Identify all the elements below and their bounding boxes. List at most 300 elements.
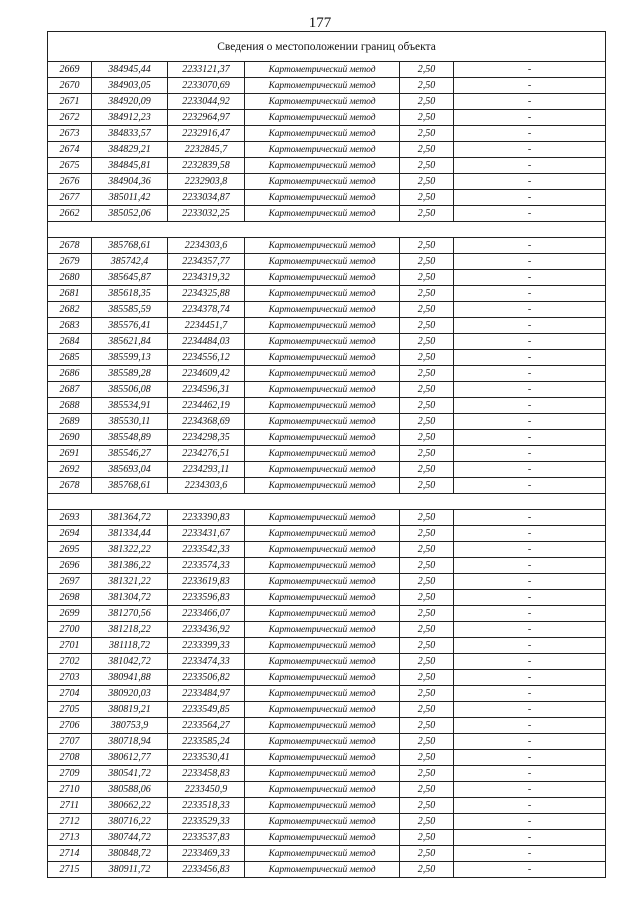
point-number-cell: 2669 [48, 62, 92, 78]
description-cell: - [454, 414, 606, 430]
method-cell: Картометрический метод [245, 734, 400, 750]
description-cell: - [454, 318, 606, 334]
x-coordinate-cell: 381322,22 [92, 542, 168, 558]
x-coordinate-cell: 384903,05 [92, 78, 168, 94]
table-row [48, 366, 606, 382]
point-number-cell: 2672 [48, 110, 92, 126]
y-coordinate-cell: 2232964,97 [168, 110, 245, 126]
x-coordinate-cell: 385576,41 [92, 318, 168, 334]
description-cell: - [454, 830, 606, 846]
point-number-cell: 2673 [48, 126, 92, 142]
description-cell: - [454, 574, 606, 590]
y-coordinate-cell: 2232916,47 [168, 126, 245, 142]
table-row [48, 558, 606, 574]
y-coordinate-cell: 2234357,77 [168, 254, 245, 270]
y-coordinate-cell: 2234303,6 [168, 478, 245, 494]
x-coordinate-cell: 385585,59 [92, 302, 168, 318]
x-coordinate-cell: 380911,72 [92, 862, 168, 878]
x-coordinate-cell: 384845,81 [92, 158, 168, 174]
description-cell: - [454, 174, 606, 190]
accuracy-cell: 2,50 [400, 574, 454, 590]
x-coordinate-cell: 380941,88 [92, 670, 168, 686]
table-title: Сведения о местоположении границ объекта [48, 32, 606, 62]
description-cell: - [454, 190, 606, 206]
y-coordinate-cell: 2233537,83 [168, 830, 245, 846]
group-separator [48, 222, 606, 238]
table-row [48, 302, 606, 318]
description-cell: - [454, 798, 606, 814]
y-coordinate-cell: 2234596,31 [168, 382, 245, 398]
x-coordinate-cell: 381321,22 [92, 574, 168, 590]
description-cell: - [454, 542, 606, 558]
description-cell: - [454, 302, 606, 318]
table-row [48, 126, 606, 142]
y-coordinate-cell: 2234325,88 [168, 286, 245, 302]
description-cell: - [454, 158, 606, 174]
table-row [48, 638, 606, 654]
y-coordinate-cell: 2232839,58 [168, 158, 245, 174]
accuracy-cell: 2,50 [400, 734, 454, 750]
point-number-cell: 2692 [48, 462, 92, 478]
y-coordinate-cell: 2234298,35 [168, 430, 245, 446]
y-coordinate-cell: 2233399,33 [168, 638, 245, 654]
description-cell: - [454, 126, 606, 142]
description-cell: - [454, 382, 606, 398]
accuracy-cell: 2,50 [400, 606, 454, 622]
y-coordinate-cell: 2234462,19 [168, 398, 245, 414]
table-row [48, 686, 606, 702]
y-coordinate-cell: 2233518,33 [168, 798, 245, 814]
x-coordinate-cell: 385546,27 [92, 446, 168, 462]
table-row [48, 462, 606, 478]
description-cell: - [454, 110, 606, 126]
x-coordinate-cell: 385052,06 [92, 206, 168, 222]
table-row [48, 718, 606, 734]
method-cell: Картометрический метод [245, 206, 400, 222]
y-coordinate-cell: 2233458,83 [168, 766, 245, 782]
y-coordinate-cell: 2234556,12 [168, 350, 245, 366]
table-row [48, 142, 606, 158]
y-coordinate-cell: 2233564,27 [168, 718, 245, 734]
y-coordinate-cell: 2234451,7 [168, 318, 245, 334]
method-cell: Картометрический метод [245, 766, 400, 782]
y-coordinate-cell: 2233121,37 [168, 62, 245, 78]
description-cell: - [454, 270, 606, 286]
x-coordinate-cell: 381334,44 [92, 526, 168, 542]
point-number-cell: 2693 [48, 510, 92, 526]
description-cell: - [454, 734, 606, 750]
method-cell: Картометрический метод [245, 830, 400, 846]
accuracy-cell: 2,50 [400, 398, 454, 414]
point-number-cell: 2682 [48, 302, 92, 318]
point-number-cell: 2680 [48, 270, 92, 286]
method-cell: Картометрический метод [245, 798, 400, 814]
boundary-table-container [47, 31, 605, 878]
x-coordinate-cell: 384945,44 [92, 62, 168, 78]
point-number-cell: 2676 [48, 174, 92, 190]
y-coordinate-cell: 2233542,33 [168, 542, 245, 558]
x-coordinate-cell: 380920,03 [92, 686, 168, 702]
method-cell: Картометрический метод [245, 430, 400, 446]
method-cell: Картометрический метод [245, 510, 400, 526]
method-cell: Картометрический метод [245, 526, 400, 542]
method-cell: Картометрический метод [245, 446, 400, 462]
accuracy-cell: 2,50 [400, 510, 454, 526]
point-number-cell: 2709 [48, 766, 92, 782]
point-number-cell: 2705 [48, 702, 92, 718]
method-cell: Картометрический метод [245, 238, 400, 254]
table-row [48, 334, 606, 350]
y-coordinate-cell: 2233456,83 [168, 862, 245, 878]
table-row [48, 238, 606, 254]
x-coordinate-cell: 384829,21 [92, 142, 168, 158]
description-cell: - [454, 862, 606, 878]
x-coordinate-cell: 380718,94 [92, 734, 168, 750]
description-cell: - [454, 478, 606, 494]
table-row [48, 510, 606, 526]
table-row [48, 670, 606, 686]
x-coordinate-cell: 384912,23 [92, 110, 168, 126]
method-cell: Картометрический метод [245, 110, 400, 126]
accuracy-cell: 2,50 [400, 830, 454, 846]
point-number-cell: 2689 [48, 414, 92, 430]
point-number-cell: 2714 [48, 846, 92, 862]
description-cell: - [454, 622, 606, 638]
accuracy-cell: 2,50 [400, 638, 454, 654]
y-coordinate-cell: 2233506,82 [168, 670, 245, 686]
point-number-cell: 2685 [48, 350, 92, 366]
table-row [48, 798, 606, 814]
x-coordinate-cell: 385011,42 [92, 190, 168, 206]
accuracy-cell: 2,50 [400, 750, 454, 766]
y-coordinate-cell: 2234368,69 [168, 414, 245, 430]
group-separator-row [48, 222, 606, 238]
x-coordinate-cell: 385693,04 [92, 462, 168, 478]
table-row [48, 862, 606, 878]
x-coordinate-cell: 381270,56 [92, 606, 168, 622]
method-cell: Картометрический метод [245, 382, 400, 398]
table-row [48, 654, 606, 670]
y-coordinate-cell: 2233436,92 [168, 622, 245, 638]
method-cell: Картометрический метод [245, 366, 400, 382]
point-number-cell: 2683 [48, 318, 92, 334]
accuracy-cell: 2,50 [400, 206, 454, 222]
method-cell: Картометрический метод [245, 142, 400, 158]
y-coordinate-cell: 2233529,33 [168, 814, 245, 830]
accuracy-cell: 2,50 [400, 270, 454, 286]
accuracy-cell: 2,50 [400, 254, 454, 270]
x-coordinate-cell: 380588,06 [92, 782, 168, 798]
accuracy-cell: 2,50 [400, 174, 454, 190]
accuracy-cell: 2,50 [400, 350, 454, 366]
y-coordinate-cell: 2234293,11 [168, 462, 245, 478]
description-cell: - [454, 846, 606, 862]
x-coordinate-cell: 380819,21 [92, 702, 168, 718]
point-number-cell: 2710 [48, 782, 92, 798]
table-row [48, 350, 606, 366]
point-number-cell: 2697 [48, 574, 92, 590]
accuracy-cell: 2,50 [400, 782, 454, 798]
description-cell: - [454, 254, 606, 270]
table-row [48, 206, 606, 222]
method-cell: Картометрический метод [245, 862, 400, 878]
description-cell: - [454, 510, 606, 526]
x-coordinate-cell: 381364,72 [92, 510, 168, 526]
table-row [48, 590, 606, 606]
accuracy-cell: 2,50 [400, 430, 454, 446]
table-row [48, 750, 606, 766]
accuracy-cell: 2,50 [400, 670, 454, 686]
x-coordinate-cell: 381042,72 [92, 654, 168, 670]
method-cell: Картометрический метод [245, 782, 400, 798]
y-coordinate-cell: 2233530,41 [168, 750, 245, 766]
x-coordinate-cell: 380848,72 [92, 846, 168, 862]
table-row [48, 846, 606, 862]
x-coordinate-cell: 385618,35 [92, 286, 168, 302]
accuracy-cell: 2,50 [400, 686, 454, 702]
x-coordinate-cell: 380716,22 [92, 814, 168, 830]
point-number-cell: 2686 [48, 366, 92, 382]
x-coordinate-cell: 385768,61 [92, 478, 168, 494]
x-coordinate-cell: 385548,89 [92, 430, 168, 446]
point-number-cell: 2678 [48, 238, 92, 254]
y-coordinate-cell: 2233484,97 [168, 686, 245, 702]
x-coordinate-cell: 384904,36 [92, 174, 168, 190]
method-cell: Картометрический метод [245, 270, 400, 286]
description-cell: - [454, 62, 606, 78]
x-coordinate-cell: 381218,22 [92, 622, 168, 638]
x-coordinate-cell: 380612,77 [92, 750, 168, 766]
method-cell: Картометрический метод [245, 62, 400, 78]
accuracy-cell: 2,50 [400, 526, 454, 542]
y-coordinate-cell: 2233619,83 [168, 574, 245, 590]
description-cell: - [454, 638, 606, 654]
point-number-cell: 2704 [48, 686, 92, 702]
y-coordinate-cell: 2232845,7 [168, 142, 245, 158]
x-coordinate-cell: 381386,22 [92, 558, 168, 574]
accuracy-cell: 2,50 [400, 702, 454, 718]
table-row [48, 78, 606, 94]
description-cell: - [454, 334, 606, 350]
y-coordinate-cell: 2233032,25 [168, 206, 245, 222]
method-cell: Картометрический метод [245, 542, 400, 558]
accuracy-cell: 2,50 [400, 446, 454, 462]
accuracy-cell: 2,50 [400, 846, 454, 862]
point-number-cell: 2707 [48, 734, 92, 750]
x-coordinate-cell: 380744,72 [92, 830, 168, 846]
table-row [48, 526, 606, 542]
method-cell: Картометрический метод [245, 814, 400, 830]
description-cell: - [454, 702, 606, 718]
method-cell: Картометрический метод [245, 174, 400, 190]
method-cell: Картометрический метод [245, 254, 400, 270]
description-cell: - [454, 814, 606, 830]
method-cell: Картометрический метод [245, 126, 400, 142]
method-cell: Картометрический метод [245, 334, 400, 350]
description-cell: - [454, 558, 606, 574]
description-cell: - [454, 350, 606, 366]
description-cell: - [454, 430, 606, 446]
accuracy-cell: 2,50 [400, 654, 454, 670]
accuracy-cell: 2,50 [400, 78, 454, 94]
accuracy-cell: 2,50 [400, 94, 454, 110]
table-row [48, 622, 606, 638]
description-cell: - [454, 446, 606, 462]
point-number-cell: 2679 [48, 254, 92, 270]
accuracy-cell: 2,50 [400, 478, 454, 494]
accuracy-cell: 2,50 [400, 334, 454, 350]
accuracy-cell: 2,50 [400, 286, 454, 302]
table-body [48, 32, 606, 878]
point-number-cell: 2701 [48, 638, 92, 654]
x-coordinate-cell: 380662,22 [92, 798, 168, 814]
method-cell: Картометрический метод [245, 670, 400, 686]
y-coordinate-cell: 2234276,51 [168, 446, 245, 462]
accuracy-cell: 2,50 [400, 718, 454, 734]
y-coordinate-cell: 2233469,33 [168, 846, 245, 862]
table-row [48, 398, 606, 414]
method-cell: Картометрический метод [245, 718, 400, 734]
method-cell: Картометрический метод [245, 350, 400, 366]
table-row [48, 270, 606, 286]
point-number-cell: 2711 [48, 798, 92, 814]
point-number-cell: 2684 [48, 334, 92, 350]
point-number-cell: 2675 [48, 158, 92, 174]
method-cell: Картометрический метод [245, 574, 400, 590]
description-cell: - [454, 78, 606, 94]
table-row [48, 606, 606, 622]
accuracy-cell: 2,50 [400, 414, 454, 430]
method-cell: Картометрический метод [245, 414, 400, 430]
accuracy-cell: 2,50 [400, 862, 454, 878]
accuracy-cell: 2,50 [400, 382, 454, 398]
x-coordinate-cell: 385621,84 [92, 334, 168, 350]
table-row [48, 446, 606, 462]
x-coordinate-cell: 384920,09 [92, 94, 168, 110]
accuracy-cell: 2,50 [400, 622, 454, 638]
table-row [48, 286, 606, 302]
point-number-cell: 2674 [48, 142, 92, 158]
table-row [48, 814, 606, 830]
y-coordinate-cell: 2233044,92 [168, 94, 245, 110]
y-coordinate-cell: 2233574,33 [168, 558, 245, 574]
method-cell: Картометрический метод [245, 398, 400, 414]
point-number-cell: 2678 [48, 478, 92, 494]
y-coordinate-cell: 2233070,69 [168, 78, 245, 94]
y-coordinate-cell: 2234609,42 [168, 366, 245, 382]
description-cell: - [454, 94, 606, 110]
point-number-cell: 2694 [48, 526, 92, 542]
accuracy-cell: 2,50 [400, 238, 454, 254]
method-cell: Картометрический метод [245, 558, 400, 574]
accuracy-cell: 2,50 [400, 62, 454, 78]
table-row [48, 110, 606, 126]
boundary-coordinates-table [47, 31, 606, 878]
description-cell: - [454, 766, 606, 782]
point-number-cell: 2715 [48, 862, 92, 878]
method-cell: Картометрический метод [245, 654, 400, 670]
y-coordinate-cell: 2233585,24 [168, 734, 245, 750]
description-cell: - [454, 686, 606, 702]
accuracy-cell: 2,50 [400, 302, 454, 318]
x-coordinate-cell: 385742,4 [92, 254, 168, 270]
description-cell: - [454, 206, 606, 222]
table-row [48, 574, 606, 590]
table-row [48, 174, 606, 190]
x-coordinate-cell: 385530,11 [92, 414, 168, 430]
y-coordinate-cell: 2233431,67 [168, 526, 245, 542]
x-coordinate-cell: 385599,13 [92, 350, 168, 366]
description-cell: - [454, 654, 606, 670]
y-coordinate-cell: 2233549,85 [168, 702, 245, 718]
group-separator [48, 494, 606, 510]
method-cell: Картометрический метод [245, 286, 400, 302]
accuracy-cell: 2,50 [400, 318, 454, 334]
point-number-cell: 2708 [48, 750, 92, 766]
x-coordinate-cell: 384833,57 [92, 126, 168, 142]
point-number-cell: 2670 [48, 78, 92, 94]
accuracy-cell: 2,50 [400, 126, 454, 142]
table-row [48, 478, 606, 494]
table-row [48, 702, 606, 718]
accuracy-cell: 2,50 [400, 590, 454, 606]
y-coordinate-cell: 2234484,03 [168, 334, 245, 350]
description-cell: - [454, 286, 606, 302]
y-coordinate-cell: 2233466,07 [168, 606, 245, 622]
description-cell: - [454, 590, 606, 606]
description-cell: - [454, 782, 606, 798]
point-number-cell: 2688 [48, 398, 92, 414]
y-coordinate-cell: 2234303,6 [168, 238, 245, 254]
accuracy-cell: 2,50 [400, 366, 454, 382]
table-title-row [48, 32, 606, 62]
description-cell: - [454, 398, 606, 414]
table-row [48, 766, 606, 782]
method-cell: Картометрический метод [245, 158, 400, 174]
y-coordinate-cell: 2233474,33 [168, 654, 245, 670]
point-number-cell: 2681 [48, 286, 92, 302]
point-number-cell: 2713 [48, 830, 92, 846]
table-row [48, 62, 606, 78]
accuracy-cell: 2,50 [400, 798, 454, 814]
description-cell: - [454, 526, 606, 542]
table-row [48, 830, 606, 846]
point-number-cell: 2698 [48, 590, 92, 606]
method-cell: Картометрический метод [245, 622, 400, 638]
method-cell: Картометрический метод [245, 686, 400, 702]
point-number-cell: 2662 [48, 206, 92, 222]
method-cell: Картометрический метод [245, 846, 400, 862]
x-coordinate-cell: 385506,08 [92, 382, 168, 398]
description-cell: - [454, 750, 606, 766]
method-cell: Картометрический метод [245, 94, 400, 110]
point-number-cell: 2671 [48, 94, 92, 110]
description-cell: - [454, 718, 606, 734]
accuracy-cell: 2,50 [400, 190, 454, 206]
description-cell: - [454, 366, 606, 382]
accuracy-cell: 2,50 [400, 142, 454, 158]
method-cell: Картометрический метод [245, 462, 400, 478]
method-cell: Картометрический метод [245, 702, 400, 718]
point-number-cell: 2677 [48, 190, 92, 206]
x-coordinate-cell: 381118,72 [92, 638, 168, 654]
method-cell: Картометрический метод [245, 318, 400, 334]
table-row [48, 734, 606, 750]
table-row [48, 782, 606, 798]
point-number-cell: 2691 [48, 446, 92, 462]
group-separator-row [48, 494, 606, 510]
method-cell: Картометрический метод [245, 638, 400, 654]
